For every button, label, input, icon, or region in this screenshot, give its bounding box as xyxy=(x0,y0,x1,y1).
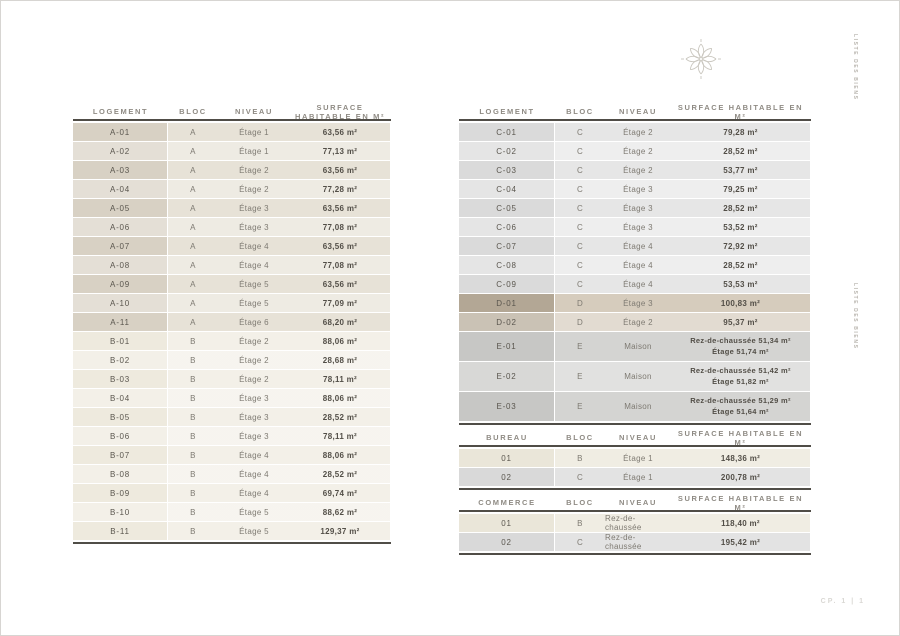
niveau-cell: Étage 4 xyxy=(218,446,290,464)
table-row xyxy=(459,468,811,486)
surface-cell: 63,56 m² xyxy=(290,275,390,293)
table-header-row xyxy=(459,104,811,119)
unit-cell: A-06 xyxy=(73,218,168,236)
surface-cell: 28,52 m² xyxy=(671,199,810,217)
niveau-cell: Étage 2 xyxy=(218,161,290,179)
table-row xyxy=(73,180,391,199)
surface-cell: 79,25 m² xyxy=(671,180,810,198)
table-row xyxy=(73,256,391,275)
niveau-cell: Étage 4 xyxy=(605,237,671,255)
bloc-cell: C xyxy=(555,237,605,255)
niveau-cell: Étage 2 xyxy=(218,370,290,388)
bloc-cell: B xyxy=(168,351,218,369)
surface-cell: 28,52 m² xyxy=(671,142,810,160)
surface-cell: 53,77 m² xyxy=(671,161,810,179)
niveau-cell: Étage 3 xyxy=(605,218,671,236)
surface-cell: 77,08 m² xyxy=(290,256,390,274)
table-header-row xyxy=(459,430,811,445)
unit-cell: A-07 xyxy=(73,237,168,255)
niveau-cell: Étage 1 xyxy=(218,142,290,160)
bloc-cell: B xyxy=(168,503,218,521)
table-row xyxy=(73,446,391,465)
unit-cell: C-07 xyxy=(459,237,555,255)
surface-cell: 28,52 m² xyxy=(290,465,390,483)
column-header: NIVEAU xyxy=(619,107,657,116)
niveau-cell: Rez-de-chaussée xyxy=(605,514,671,532)
unit-cell: C-02 xyxy=(459,142,555,160)
table-row xyxy=(459,161,811,180)
niveau-cell: Étage 3 xyxy=(218,427,290,445)
unit-cell: A-09 xyxy=(73,275,168,293)
bloc-cell: C xyxy=(555,533,605,551)
surface-cell: 53,52 m² xyxy=(671,218,810,236)
table-row xyxy=(73,522,391,540)
unit-cell: B-04 xyxy=(73,389,168,407)
table-row xyxy=(73,427,391,446)
niveau-cell: Maison xyxy=(605,332,671,361)
unit-cell: B-09 xyxy=(73,484,168,502)
unit-cell: 01 xyxy=(459,514,555,532)
table-row xyxy=(459,256,811,275)
niveau-cell: Étage 1 xyxy=(218,123,290,141)
bloc-cell: B xyxy=(168,389,218,407)
unit-cell: C-08 xyxy=(459,256,555,274)
niveau-cell: Étage 5 xyxy=(218,503,290,521)
table-row xyxy=(73,465,391,484)
surface-cell: 77,28 m² xyxy=(290,180,390,198)
unit-cell: C-09 xyxy=(459,275,555,293)
logements-table-left xyxy=(73,104,391,544)
niveau-cell: Étage 4 xyxy=(218,465,290,483)
column-header: BLOC xyxy=(566,107,594,116)
surface-cell: 63,56 m² xyxy=(290,161,390,179)
bloc-cell: B xyxy=(168,465,218,483)
table-body xyxy=(459,510,811,555)
table-row xyxy=(73,161,391,180)
surface-cell: 88,06 m² xyxy=(290,332,390,350)
table-body xyxy=(73,119,391,544)
unit-cell: C-03 xyxy=(459,161,555,179)
table-row xyxy=(459,199,811,218)
surface-cell: 148,36 m² xyxy=(671,449,810,467)
niveau-cell: Étage 4 xyxy=(218,237,290,255)
bloc-cell: C xyxy=(555,180,605,198)
unit-cell: B-02 xyxy=(73,351,168,369)
column-header: LOGEMENT xyxy=(92,107,149,116)
bloc-cell: B xyxy=(168,332,218,350)
unit-cell: A-01 xyxy=(73,123,168,141)
table-row xyxy=(459,362,811,392)
bloc-cell: A xyxy=(168,218,218,236)
surface-cell: 63,56 m² xyxy=(290,199,390,217)
surface-cell: 28,68 m² xyxy=(290,351,390,369)
table-row xyxy=(459,294,811,313)
table-row xyxy=(459,533,811,551)
unit-cell: D-02 xyxy=(459,313,555,331)
unit-cell: C-04 xyxy=(459,180,555,198)
bloc-cell: A xyxy=(168,142,218,160)
bloc-cell: A xyxy=(168,123,218,141)
bloc-cell: B xyxy=(168,522,218,540)
bloc-cell: C xyxy=(555,468,605,486)
surface-cell: 88,06 m² xyxy=(290,446,390,464)
bloc-cell: A xyxy=(168,199,218,217)
surface-cell: 69,74 m² xyxy=(290,484,390,502)
unit-cell: C-06 xyxy=(459,218,555,236)
table-row xyxy=(73,294,391,313)
surface-cell: 77,08 m² xyxy=(290,218,390,236)
surface-cell: 195,42 m² xyxy=(671,533,810,551)
niveau-cell: Étage 3 xyxy=(605,294,671,312)
surface-cell: 78,11 m² xyxy=(290,370,390,388)
unit-cell: 02 xyxy=(459,468,555,486)
bloc-cell: E xyxy=(555,332,605,361)
niveau-cell: Étage 3 xyxy=(605,199,671,217)
table-row xyxy=(459,123,811,142)
bloc-cell: B xyxy=(168,427,218,445)
column-header: LOGEMENT xyxy=(479,107,535,116)
niveau-cell: Étage 2 xyxy=(605,142,671,160)
surface-cell: 68,20 m² xyxy=(290,313,390,331)
unit-cell: B-01 xyxy=(73,332,168,350)
niveau-cell: Étage 3 xyxy=(218,389,290,407)
unit-cell: B-10 xyxy=(73,503,168,521)
surface-line: Rez-de-chaussée 51,34 m² xyxy=(690,336,791,345)
column-header: BUREAU xyxy=(486,433,528,442)
niveau-cell: Étage 2 xyxy=(218,332,290,350)
unit-cell: 01 xyxy=(459,449,555,467)
unit-cell: C-05 xyxy=(459,199,555,217)
column-header: NIVEAU xyxy=(619,498,657,507)
surface-cell: 77,13 m² xyxy=(290,142,390,160)
surface-cell: 118,40 m² xyxy=(671,514,810,532)
surface-cell xyxy=(671,332,810,361)
bloc-cell: D xyxy=(555,294,605,312)
bloc-cell: C xyxy=(555,161,605,179)
table-row xyxy=(73,218,391,237)
bloc-cell: A xyxy=(168,256,218,274)
surface-cell: 79,28 m² xyxy=(671,123,810,141)
side-label-top: LISTE DES BIENS xyxy=(852,34,858,101)
niveau-cell: Étage 3 xyxy=(218,199,290,217)
side-label-middle: LISTE DES BIENS xyxy=(852,283,858,350)
unit-cell: B-03 xyxy=(73,370,168,388)
table-row xyxy=(459,332,811,362)
surface-cell: 88,06 m² xyxy=(290,389,390,407)
unit-cell: A-04 xyxy=(73,180,168,198)
rosette-ornament-icon xyxy=(677,35,725,83)
table-body xyxy=(459,445,811,490)
bloc-cell: C xyxy=(555,256,605,274)
niveau-cell: Maison xyxy=(605,392,671,421)
column-header: BLOC xyxy=(179,107,207,116)
column-header: NIVEAU xyxy=(619,433,657,442)
table-row xyxy=(73,484,391,503)
surface-cell xyxy=(671,362,810,391)
niveau-cell: Étage 2 xyxy=(218,351,290,369)
unit-cell: 02 xyxy=(459,533,555,551)
bloc-cell: B xyxy=(555,514,605,532)
table-row xyxy=(459,313,811,332)
bloc-cell: C xyxy=(555,123,605,141)
table-row xyxy=(459,237,811,256)
unit-cell: C-01 xyxy=(459,123,555,141)
bloc-cell: B xyxy=(168,408,218,426)
table-row xyxy=(73,332,391,351)
bloc-cell: C xyxy=(555,199,605,217)
unit-cell: B-05 xyxy=(73,408,168,426)
bloc-cell: A xyxy=(168,237,218,255)
niveau-cell: Étage 1 xyxy=(605,468,671,486)
surface-cell: 95,37 m² xyxy=(671,313,810,331)
surface-cell: 72,92 m² xyxy=(671,237,810,255)
column-header: BLOC xyxy=(566,433,594,442)
surface-line: Étage 51,82 m² xyxy=(712,376,769,386)
column-header: NIVEAU xyxy=(235,107,273,116)
bloc-cell: A xyxy=(168,161,218,179)
right-table-column xyxy=(459,104,811,555)
unit-cell: E-03 xyxy=(459,392,555,421)
niveau-cell: Étage 4 xyxy=(218,484,290,502)
column-header: SURFACE HABITABLE EN M² xyxy=(677,493,804,512)
unit-cell: D-01 xyxy=(459,294,555,312)
niveau-cell: Étage 2 xyxy=(605,161,671,179)
surface-line: Étage 51,74 m² xyxy=(712,346,769,356)
table-row xyxy=(73,142,391,161)
table-row xyxy=(459,449,811,468)
table-row xyxy=(459,142,811,161)
unit-cell: B-11 xyxy=(73,522,168,540)
table-row xyxy=(73,313,391,332)
column-header: BLOC xyxy=(566,498,594,507)
bloc-cell: B xyxy=(168,484,218,502)
table-row xyxy=(73,123,391,142)
niveau-cell: Rez-de-chaussée xyxy=(605,533,671,551)
table-header-row xyxy=(73,104,391,119)
unit-cell: A-05 xyxy=(73,199,168,217)
table-header-row xyxy=(459,495,811,510)
surface-cell: 129,37 m² xyxy=(290,522,390,540)
surface-line: Étage 51,64 m² xyxy=(712,406,769,416)
bloc-cell: C xyxy=(555,218,605,236)
bloc-cell: B xyxy=(555,449,605,467)
surface-cell: 63,56 m² xyxy=(290,123,390,141)
bloc-cell: A xyxy=(168,275,218,293)
unit-cell: A-08 xyxy=(73,256,168,274)
unit-cell: B-06 xyxy=(73,427,168,445)
niveau-cell: Étage 5 xyxy=(218,275,290,293)
unit-cell: A-10 xyxy=(73,294,168,312)
bloc-cell: E xyxy=(555,362,605,391)
column-header: COMMERCE xyxy=(478,498,536,507)
surface-cell xyxy=(671,392,810,421)
surface-cell: 63,56 m² xyxy=(290,237,390,255)
table-row xyxy=(459,218,811,237)
table-row xyxy=(73,351,391,370)
unit-cell: A-11 xyxy=(73,313,168,331)
surface-cell: 28,52 m² xyxy=(671,256,810,274)
niveau-cell: Étage 4 xyxy=(218,256,290,274)
table-row xyxy=(73,370,391,389)
column-header: SURFACE HABITABLE EN M² xyxy=(677,428,804,447)
niveau-cell: Étage 1 xyxy=(605,449,671,467)
niveau-cell: Étage 4 xyxy=(605,256,671,274)
table-row xyxy=(459,275,811,294)
niveau-cell: Étage 2 xyxy=(218,180,290,198)
table-body xyxy=(459,119,811,425)
niveau-cell: Étage 5 xyxy=(218,522,290,540)
unit-cell: B-07 xyxy=(73,446,168,464)
unit-cell: A-02 xyxy=(73,142,168,160)
bloc-cell: E xyxy=(555,392,605,421)
surface-cell: 28,52 m² xyxy=(290,408,390,426)
niveau-cell: Maison xyxy=(605,362,671,391)
niveau-cell: Étage 6 xyxy=(218,313,290,331)
table-row xyxy=(73,389,391,408)
niveau-cell: Étage 3 xyxy=(218,408,290,426)
surface-cell: 100,83 m² xyxy=(671,294,810,312)
bloc-cell: C xyxy=(555,142,605,160)
bureaux-table xyxy=(459,430,811,490)
bloc-cell: A xyxy=(168,180,218,198)
surface-cell: 77,09 m² xyxy=(290,294,390,312)
unit-cell: E-01 xyxy=(459,332,555,361)
niveau-cell: Étage 2 xyxy=(605,123,671,141)
bloc-cell: B xyxy=(168,446,218,464)
niveau-cell: Étage 3 xyxy=(218,218,290,236)
surface-cell: 200,78 m² xyxy=(671,468,810,486)
table-row xyxy=(73,408,391,427)
table-row xyxy=(73,275,391,294)
niveau-cell: Étage 4 xyxy=(605,275,671,293)
column-header: SURFACE HABITABLE EN M² xyxy=(294,102,386,121)
bloc-cell: A xyxy=(168,294,218,312)
table-row xyxy=(73,199,391,218)
bloc-cell: A xyxy=(168,313,218,331)
table-row xyxy=(73,503,391,522)
left-table-column xyxy=(73,104,391,544)
surface-cell: 53,53 m² xyxy=(671,275,810,293)
niveau-cell: Étage 2 xyxy=(605,313,671,331)
niveau-cell: Étage 5 xyxy=(218,294,290,312)
surface-cell: 78,11 m² xyxy=(290,427,390,445)
bloc-cell: D xyxy=(555,313,605,331)
table-row xyxy=(73,237,391,256)
surface-line: Rez-de-chaussée 51,29 m² xyxy=(690,396,791,405)
bloc-cell: C xyxy=(555,275,605,293)
logements-table-right xyxy=(459,104,811,425)
unit-cell: E-02 xyxy=(459,362,555,391)
niveau-cell: Étage 3 xyxy=(605,180,671,198)
page-marker: CP. 1 | 1 xyxy=(820,598,865,605)
table-row xyxy=(459,514,811,533)
surface-cell: 88,62 m² xyxy=(290,503,390,521)
surface-line: Rez-de-chaussée 51,42 m² xyxy=(690,366,791,375)
table-row xyxy=(459,392,811,421)
bloc-cell: B xyxy=(168,370,218,388)
column-header: SURFACE HABITABLE EN M² xyxy=(677,102,804,121)
commerces-table xyxy=(459,495,811,555)
unit-cell: A-03 xyxy=(73,161,168,179)
table-row xyxy=(459,180,811,199)
unit-cell: B-08 xyxy=(73,465,168,483)
